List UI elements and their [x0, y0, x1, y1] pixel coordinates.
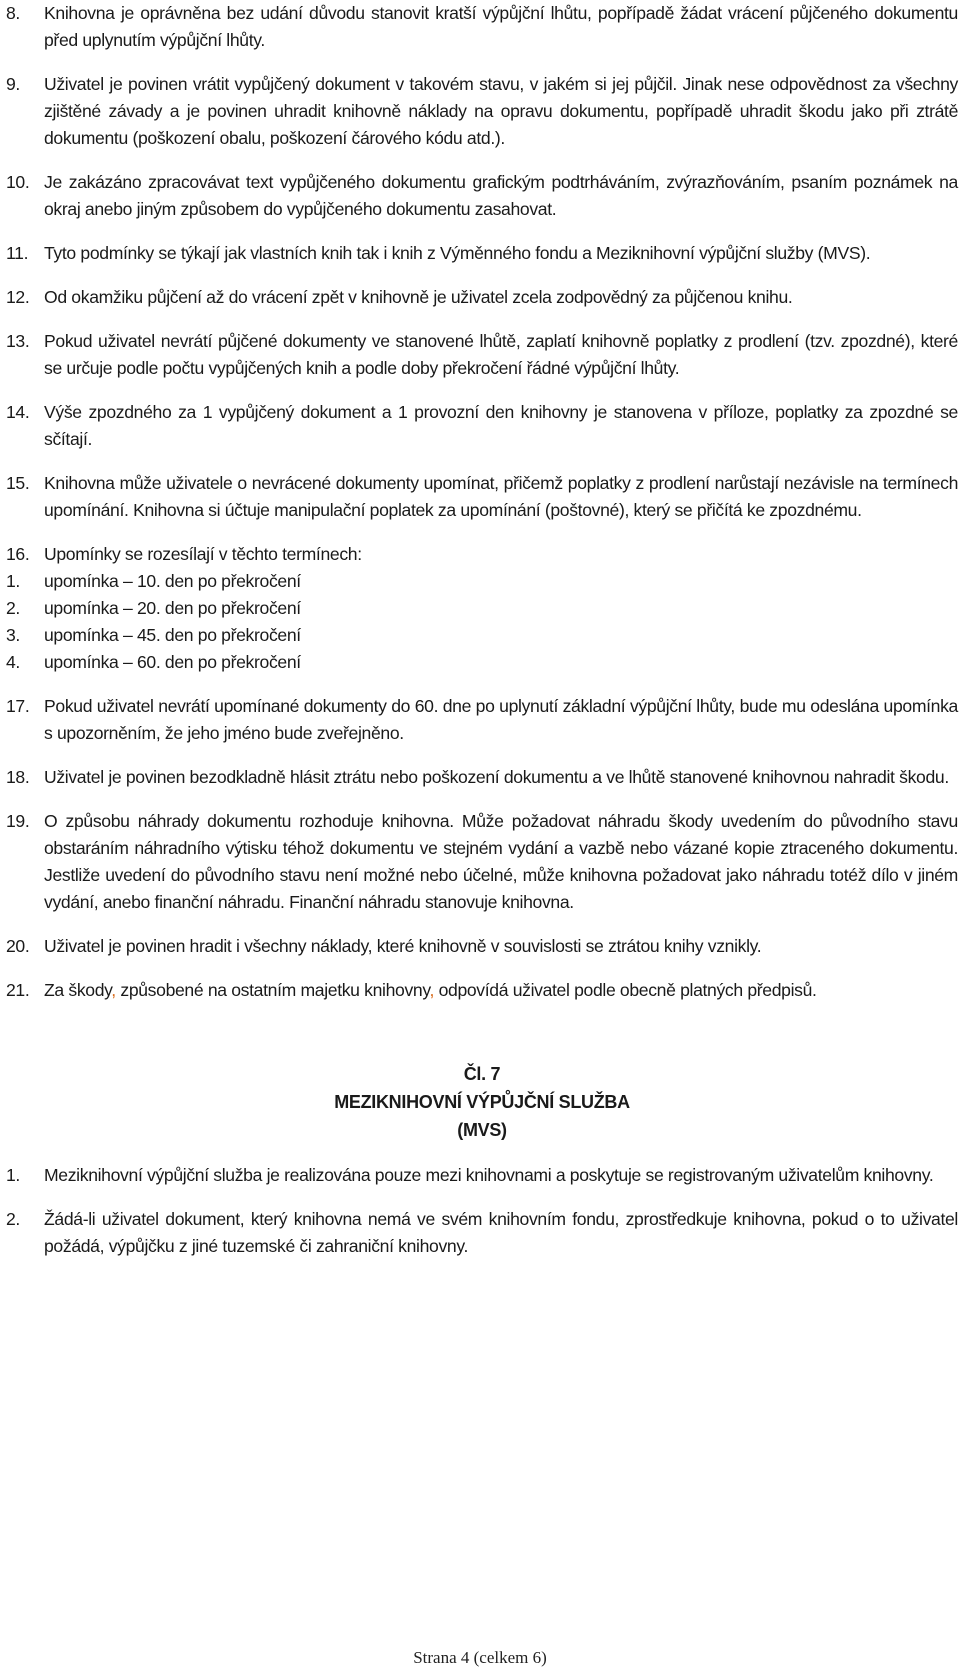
item-number: 10.	[6, 172, 30, 192]
item-text: Od okamžiku půjčení až do vrácení zpět v knihovně je uživatel zcela zodpovědný za půjčenou knihu.	[44, 287, 793, 307]
item-number: 19.	[6, 811, 30, 831]
item-text: Žádá-li uživatel dokument, který knihovna nemá ve svém knihovním fondu, zprostředkuje knihovna, pokud o to uživatel požádá, výpůjčku z jiné tuzemské či zahraniční knihovny.	[44, 1209, 958, 1256]
item-number: 17.	[6, 696, 30, 716]
item-number: 9.	[6, 74, 20, 94]
rule-item-19	[6, 808, 958, 916]
item-number: 18.	[6, 767, 30, 787]
rule-item-20	[6, 933, 958, 960]
article-abbreviation: (MVS)	[457, 1120, 507, 1140]
list-item-number: 4.	[6, 652, 20, 672]
item-text: Výše zpozdného za 1 vypůjčený dokument a 1 provozní den knihovny je stanovena v příloze, poplatky za zpozdné se sčítají.	[44, 402, 958, 449]
item-number: 11.	[6, 243, 29, 263]
rule-item-17	[6, 693, 958, 747]
rule-item-8	[6, 0, 958, 54]
item-text	[44, 977, 958, 1004]
rule-item-18	[6, 764, 958, 791]
item-number: 21.	[6, 980, 30, 1000]
accent-comma: ,	[111, 980, 116, 1000]
item-number: 12.	[6, 287, 30, 307]
item-text-part: způsobené na ostatním majetku knihovny	[115, 980, 430, 1000]
list-item	[6, 649, 958, 676]
item-text: Knihovna může uživatele o nevrácené dokumenty upomínat, přičemž poplatky z prodlení narůstají nezávisle na termínech upomínání. Knihovna si účtuje manipulační poplatek za upomínání (poštovné), který se přičítá ke zpozdnému.	[44, 473, 958, 520]
list-item	[6, 568, 958, 595]
item-text: Upomínky se rozesílají v těchto termínech:	[44, 544, 362, 564]
item-number: 15.	[6, 473, 30, 493]
rule-item-9	[6, 71, 958, 152]
mvs-item-2	[6, 1206, 958, 1260]
list-item	[6, 622, 958, 649]
rule-item-15	[6, 470, 958, 524]
item-text: Meziknihovní výpůjční služba je realizována pouze mezi knihovnami a poskytuje se registrovaným uživatelům knihovny.	[44, 1165, 934, 1185]
document-page	[6, 0, 958, 1678]
item-number: 8.	[6, 3, 20, 23]
rule-item-16	[6, 541, 958, 676]
item-text: Pokud uživatel nevrátí upomínané dokumenty do 60. dne po uplynutí základní výpůjční lhůty, bude mu odeslána upomínka s upozorněním, že jeho jméno bude zveřejněno.	[44, 696, 958, 743]
item-text: Tyto podmínky se týkají jak vlastních knih tak i knih z Výměnného fondu a Meziknihovní výpůjční služby (MVS).	[44, 243, 871, 263]
article-number: Čl. 7	[463, 1064, 501, 1084]
item-text: Pokud uživatel nevrátí půjčené dokumenty ve stanovené lhůtě, zaplatí knihovně poplatky z prodlení (tzv. zpozdné), které se určuje podle počtu vypůjčených knih a podle doby překročení řádné výpůjční lhůty.	[44, 331, 958, 378]
rule-item-10	[6, 169, 958, 223]
rule-item-13	[6, 328, 958, 382]
rule-item-21	[6, 977, 958, 1004]
item-number: 13.	[6, 331, 30, 351]
rule-item-11	[6, 240, 958, 267]
list-item-text: upomínka – 45. den po překročení	[44, 625, 301, 645]
item-text: Uživatel je povinen bezodkladně hlásit ztrátu nebo poškození dokumentu a ve lhůtě stanovené knihovnou nahradit škodu.	[44, 767, 949, 787]
list-item-text: upomínka – 10. den po překročení	[44, 571, 301, 591]
list-item-text: upomínka – 20. den po překročení	[44, 598, 301, 618]
article-heading	[6, 1060, 958, 1144]
item-text: Uživatel je povinen hradit i všechny náklady, které knihovně v souvislosti se ztrátou knihy vznikly.	[44, 936, 762, 956]
list-item-number: 3.	[6, 625, 20, 645]
item-text: Uživatel je povinen vrátit vypůjčený dokument v takovém stavu, v jakém si jej půjčil. Jinak nese odpovědnost za všechny zjištěné závady a je povinen uhradit knihovně náklady na opravu dokumentu, popřípadě uhradit škodu jako při ztrátě dokumentu (poškození obalu, poškození čárového kódu atd.).	[44, 74, 958, 148]
rule-item-14	[6, 399, 958, 453]
item-number: 16.	[6, 544, 30, 564]
item-text: O způsobu náhrady dokumentu rozhoduje knihovna. Může požadovat náhradu škody uvedením do původního stavu obstaráním náhradního výtisku téhož dokumentu ve stejném vydání a vazbě nebo vázané kopie ztraceného dokumentu. Jestliže uvedení do původního stavu není možné nebo účelné, může knihovna požadovat jako náhradu totéž dílo v jiném vydání, anebo finanční náhradu. Finanční náhradu stanovuje knihovna.	[44, 811, 958, 912]
item-text-part: Za škody	[44, 980, 112, 1000]
item-number: 14.	[6, 402, 30, 422]
list-item-text: upomínka – 60. den po překročení	[44, 652, 301, 672]
list-item-number: 1.	[6, 571, 20, 591]
item-number: 20.	[6, 936, 30, 956]
article-title: MEZIKNIHOVNÍ VÝPŮJČNÍ SLUŽBA	[334, 1092, 630, 1112]
list-item-number: 2.	[6, 598, 20, 618]
item-text-part: odpovídá uživatel podle obecně platných předpisů.	[434, 980, 817, 1000]
page-footer: Strana 4 (celkem 6)	[413, 1648, 547, 1667]
list-item	[6, 595, 958, 622]
mvs-item-1	[6, 1162, 958, 1189]
item-text: Knihovna je oprávněna bez udání důvodu stanovit kratší výpůjční lhůtu, popřípadě žádat vrácení půjčeného dokumentu před uplynutím výpůjční lhůty.	[44, 3, 958, 50]
item-number: 2.	[6, 1209, 20, 1229]
accent-comma: ,	[429, 980, 435, 1000]
rule-item-12	[6, 284, 958, 311]
item-number: 1.	[6, 1165, 20, 1185]
item-text: Je zakázáno zpracovávat text vypůjčeného dokumentu grafickým podtrháváním, zvýrazňováním, psaním poznámek na okraj anebo jiným způsobem do vypůjčeného dokumentu zasahovat.	[44, 172, 958, 219]
reminder-schedule-list	[6, 568, 958, 676]
